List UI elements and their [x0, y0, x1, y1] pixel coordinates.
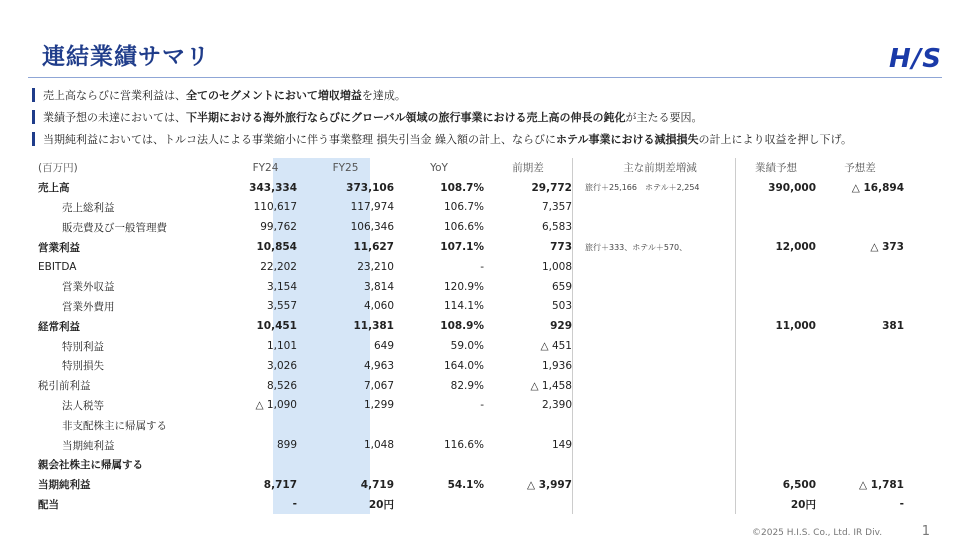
fy25-value: 11,627	[353, 241, 394, 254]
bullet-emphasis: ホテル事業における減損損失	[556, 133, 699, 146]
forecast-value: 6,500	[736, 475, 817, 495]
header-fy24: FY24	[252, 161, 279, 174]
bullet-segment: 当期純利益においては、トルコ法人による事業縮小に伴う事業整理 損失引当金 繰入額の計上、ならびに	[43, 133, 556, 146]
yoy-diff-value: 2,390	[541, 399, 572, 412]
fy24-value: -	[292, 498, 297, 511]
yoy-value: 120.9%	[443, 280, 484, 293]
bullet-marker	[32, 110, 35, 124]
yoy-diff-value: 7,357	[541, 201, 572, 214]
yoy-value	[394, 495, 484, 515]
header-yoy: YoY	[430, 161, 448, 174]
main-changes-note	[573, 396, 736, 416]
fy25-value: 3,814	[363, 280, 394, 293]
yoy-value: 54.1%	[447, 478, 484, 491]
forecast-value	[736, 336, 817, 356]
yoy-diff-value: 1,936	[541, 359, 572, 372]
bullet-segment: 業績予想の未達においては、	[43, 111, 186, 124]
table-row	[38, 217, 904, 237]
fy24-value: 3,557	[266, 300, 297, 313]
yoy-diff-value: 773	[550, 241, 572, 254]
forecast-value: 12,000	[736, 237, 817, 257]
row-label: 販売費及び一般管理費	[62, 221, 167, 234]
forecast-value	[736, 198, 817, 218]
table-row	[38, 277, 904, 297]
forecast-diff-value	[816, 356, 904, 376]
row-label: 売上総利益	[62, 201, 115, 214]
main-changes-note	[573, 415, 736, 435]
bullet-marker	[32, 88, 35, 102]
bullet-marker	[32, 132, 35, 146]
fy24-value: 3,154	[266, 280, 297, 293]
main-changes-note	[573, 356, 736, 376]
table-row	[38, 316, 904, 336]
yoy-diff-value: △ 451	[540, 340, 572, 353]
forecast-diff-value	[816, 257, 904, 277]
header-main-changes: 主な前期差増減	[573, 158, 736, 178]
summary-bullet	[32, 129, 952, 149]
fy25-value: 1,299	[363, 399, 394, 412]
fy25-value: 23,210	[357, 260, 394, 273]
main-changes-note	[573, 257, 736, 277]
fy24-value: 343,334	[249, 181, 297, 194]
bullet-segment: の計上により収益を押し下げ。	[698, 133, 853, 146]
unit-label: (百万円)	[38, 162, 78, 175]
yoy-value: -	[480, 399, 484, 412]
fy24-value: 22,202	[260, 260, 297, 273]
yoy-diff-value	[484, 455, 573, 475]
table-row	[38, 455, 904, 475]
yoy-value: 59.0%	[450, 340, 484, 353]
table-row	[38, 376, 904, 396]
forecast-diff-value	[816, 217, 904, 237]
yoy-diff-value	[484, 495, 573, 515]
forecast-diff-value	[816, 336, 904, 356]
table-row	[38, 435, 904, 455]
header-forecast: 業績予想	[736, 158, 817, 178]
yoy-value	[394, 455, 484, 475]
fy24-value: 8,526	[266, 379, 297, 392]
main-changes-note	[573, 316, 736, 336]
forecast-value	[736, 297, 817, 317]
fy24-value: 899	[276, 439, 297, 452]
fy24-value: 8,717	[263, 478, 297, 491]
yoy-value: 82.9%	[450, 379, 484, 392]
forecast-value	[736, 356, 817, 376]
fy24-value: 3,026	[266, 359, 297, 372]
fy24-value	[234, 415, 297, 435]
fy25-value: 7,067	[363, 379, 394, 392]
main-changes-note	[573, 435, 736, 455]
main-changes-note	[573, 277, 736, 297]
row-label: 配当	[38, 498, 59, 511]
table-row	[38, 237, 904, 257]
yoy-value: 164.0%	[443, 359, 484, 372]
forecast-diff-value: △ 373	[870, 241, 904, 254]
forecast-diff-value	[816, 415, 904, 435]
yoy-diff-value: 503	[551, 300, 572, 313]
main-changes-note	[573, 475, 736, 495]
fy24-value: 10,451	[256, 320, 297, 333]
fy24-value: 99,762	[260, 221, 297, 234]
forecast-value	[736, 455, 817, 475]
row-label: 法人税等	[62, 399, 104, 412]
fy25-value: 20円	[368, 498, 394, 511]
forecast-value	[736, 257, 817, 277]
main-changes-note	[573, 336, 736, 356]
table-row	[38, 257, 904, 277]
forecast-diff-value	[816, 277, 904, 297]
title-divider	[28, 77, 942, 78]
forecast-diff-value: △ 16,894	[851, 181, 904, 194]
yoy-value: 106.6%	[443, 221, 484, 234]
forecast-diff-value: △ 1,781	[859, 478, 904, 491]
row-label: 営業外費用	[62, 300, 115, 313]
forecast-diff-value	[816, 435, 904, 455]
row-label: 売上高	[38, 182, 70, 195]
fy25-value: 649	[373, 340, 394, 353]
yoy-diff-value: 929	[550, 320, 572, 333]
row-label: EBITDA	[38, 260, 77, 273]
bullet-emphasis: 下半期における海外旅行ならびにグローバル領域の旅行事業における売上高の伸長の鈍化	[186, 111, 626, 124]
table-row	[38, 336, 904, 356]
forecast-diff-value	[816, 297, 904, 317]
table-row	[38, 396, 904, 416]
header-fy25: FY25	[332, 161, 359, 174]
forecast-diff-value: -	[899, 498, 904, 511]
forecast-diff-value	[816, 455, 904, 475]
forecast-diff-value	[816, 396, 904, 416]
table-row	[38, 415, 904, 435]
yoy-diff-value: 29,772	[531, 181, 572, 194]
fy25-value: 4,060	[363, 300, 394, 313]
forecast-value	[736, 376, 817, 396]
row-label: 特別損失	[62, 360, 104, 373]
main-changes-note	[573, 376, 736, 396]
fy25-value	[297, 415, 394, 435]
summary-bullet	[32, 107, 952, 127]
bullet-segment: を達成。	[361, 89, 406, 102]
yoy-diff-value: 6,583	[541, 221, 572, 234]
fy24-value: 1,101	[266, 340, 297, 353]
forecast-value	[736, 396, 817, 416]
yoy-diff-value: 1,008	[541, 260, 572, 273]
page-number: 1	[921, 524, 930, 539]
row-label: 営業利益	[38, 241, 80, 254]
header-yoy-diff: 前期差	[512, 162, 544, 175]
forecast-diff-value	[816, 376, 904, 396]
table-row	[38, 198, 904, 218]
yoy-value: 108.7%	[440, 181, 484, 194]
fy25-value: 373,106	[346, 181, 394, 194]
yoy-value: 107.1%	[440, 241, 484, 254]
main-changes-note	[573, 455, 736, 475]
yoy-value: 108.9%	[440, 320, 484, 333]
fy25-value	[297, 455, 394, 475]
yoy-value: 116.6%	[443, 439, 484, 452]
forecast-value	[736, 435, 817, 455]
table-header-row	[38, 158, 904, 178]
row-label: 非支配株主に帰属する	[62, 419, 167, 432]
row-label: 経常利益	[38, 320, 80, 333]
row-label: 当期純利益	[62, 439, 115, 452]
main-changes-note: 旅行＋25,166 ホテル＋2,254	[573, 178, 736, 198]
financial-summary-table	[38, 158, 904, 514]
table-row	[38, 356, 904, 376]
yoy-diff-value: 659	[551, 280, 572, 293]
bullet-emphasis: 全てのセグメントにおいて増収増益	[186, 89, 362, 102]
bullet-text	[43, 109, 702, 125]
header-forecast-diff: 予想差	[844, 162, 876, 175]
company-logo: H/S	[889, 44, 942, 74]
bullet-segment: 売上高ならびに営業利益は、	[43, 89, 186, 102]
row-label: 親会社株主に帰属する	[38, 459, 143, 472]
table-row	[38, 475, 904, 495]
main-changes-note	[573, 217, 736, 237]
table-row	[38, 178, 904, 198]
main-changes-note: 旅行＋333、ホテル＋570、	[573, 237, 736, 257]
fy24-value: △ 1,090	[255, 399, 297, 412]
forecast-value: 11,000	[736, 316, 817, 336]
yoy-value	[394, 415, 484, 435]
row-label: 当期純利益	[38, 479, 91, 492]
bullet-text	[43, 87, 406, 103]
fy25-value: 106,346	[350, 221, 394, 234]
forecast-value: 20円	[736, 495, 817, 515]
yoy-diff-value: △ 3,997	[527, 478, 572, 491]
yoy-diff-value: △ 1,458	[530, 379, 572, 392]
main-changes-note	[573, 198, 736, 218]
yoy-diff-value: 149	[551, 439, 572, 452]
main-changes-note	[573, 495, 736, 515]
bullet-text	[43, 131, 852, 147]
row-label: 特別利益	[62, 340, 104, 353]
yoy-value: 106.7%	[443, 201, 484, 214]
copyright-footer: ©2025 H.I.S. Co., Ltd. IR Div.	[752, 528, 883, 538]
fy25-value: 4,963	[363, 359, 394, 372]
fy24-value: 110,617	[253, 201, 297, 214]
row-label: 税引前利益	[38, 380, 91, 393]
summary-bullets	[32, 85, 952, 151]
forecast-value	[736, 277, 817, 297]
bullet-segment: が主たる要因。	[625, 111, 703, 124]
fy25-value: 117,974	[350, 201, 394, 214]
row-label: 営業外収益	[62, 281, 115, 294]
fy25-value: 4,719	[360, 478, 394, 491]
fy25-value: 1,048	[363, 439, 394, 452]
table-row	[38, 495, 904, 515]
forecast-value	[736, 415, 817, 435]
forecast-diff-value: 381	[882, 320, 904, 333]
page-title: 連結業績サマリ	[42, 44, 210, 70]
forecast-diff-value	[816, 198, 904, 218]
yoy-value: 114.1%	[443, 300, 484, 313]
forecast-value	[736, 217, 817, 237]
main-changes-note	[573, 297, 736, 317]
fy24-value	[234, 455, 297, 475]
yoy-diff-value	[484, 415, 573, 435]
fy24-value: 10,854	[256, 241, 297, 254]
table-row	[38, 297, 904, 317]
forecast-value: 390,000	[736, 178, 817, 198]
fy25-value: 11,381	[353, 320, 394, 333]
yoy-value: -	[480, 260, 484, 273]
summary-bullet	[32, 85, 952, 105]
